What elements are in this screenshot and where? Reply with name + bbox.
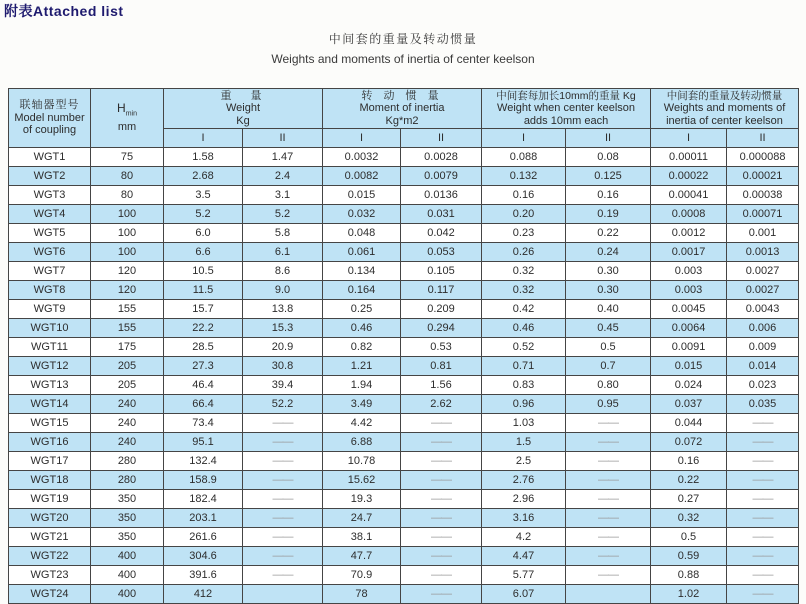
table-row [9,490,799,509]
table-row [9,395,799,414]
value-cell: —— [727,414,799,433]
value-cell: 0.53 [401,338,482,357]
value-cell: 0.59 [651,547,727,566]
model-cell: WGT18 [9,471,91,490]
title-en: Weights and moments of inertia of center keelson [271,52,535,66]
value-cell: 4.47 [482,547,566,566]
subcol-keelson-2: II [727,129,799,148]
value-cell: 0.46 [323,319,401,338]
value-cell: 73.4 [164,414,243,433]
table-row [9,319,799,338]
value-cell: 0.003 [651,281,727,300]
table-row [9,414,799,433]
value-cell: 0.0043 [727,300,799,319]
model-cell: WGT11 [9,338,91,357]
value-cell: 0.0082 [323,167,401,186]
value-cell: 0.088 [482,148,566,167]
value-cell: —— [566,414,651,433]
value-cell: 350 [91,509,164,528]
value-cell: 203.1 [164,509,243,528]
value-cell: 5.2 [243,205,323,224]
value-cell: 0.294 [401,319,482,338]
table-row [9,566,799,585]
value-cell: —— [566,566,651,585]
value-cell: 0.22 [651,471,727,490]
value-cell: 412 [164,585,243,604]
value-cell: 0.32 [482,262,566,281]
header-add10mm-group: 中间套每加长10mm的重量 Kg Weight when center keelson adds 10mm each [482,89,651,129]
header-model-en2: of coupling [22,124,77,137]
table-row [9,224,799,243]
value-cell: 0.105 [401,262,482,281]
value-cell: —— [243,566,323,585]
hmin-unit: mm [117,121,137,134]
value-cell: 0.96 [482,395,566,414]
value-cell: —— [243,547,323,566]
value-cell: —— [243,471,323,490]
table-row [9,205,799,224]
value-cell: 0.048 [323,224,401,243]
value-cell: 400 [91,547,164,566]
value-cell: —— [566,490,651,509]
table-row [9,376,799,395]
table-row [9,509,799,528]
value-cell: 1.47 [243,148,323,167]
model-cell: WGT2 [9,167,91,186]
value-cell: 0.52 [482,338,566,357]
value-cell: 80 [91,186,164,205]
model-cell: WGT7 [9,262,91,281]
value-cell: —— [243,528,323,547]
value-cell: 0.40 [566,300,651,319]
model-cell: WGT14 [9,395,91,414]
value-cell: 15.3 [243,319,323,338]
value-cell: —— [727,509,799,528]
value-cell: 2.68 [164,167,243,186]
value-cell: 0.23 [482,224,566,243]
model-cell: WGT15 [9,414,91,433]
value-cell: 2.96 [482,490,566,509]
value-cell: 30.8 [243,357,323,376]
table-row [9,528,799,547]
value-cell: —— [401,566,482,585]
value-cell: 0.16 [651,452,727,471]
header-keelson-group: 中间套的重量及转动惯量 Weights and moments of inertia of center keelson [651,89,799,129]
value-cell: 75 [91,148,164,167]
model-cell: WGT17 [9,452,91,471]
value-cell: 0.042 [401,224,482,243]
value-cell: 39.4 [243,376,323,395]
value-cell: 0.30 [566,281,651,300]
value-cell: 0.25 [323,300,401,319]
value-cell: 2.5 [482,452,566,471]
value-cell: 3.49 [323,395,401,414]
value-cell: —— [727,547,799,566]
value-cell: 0.00022 [651,167,727,186]
value-cell: 0.00021 [727,167,799,186]
table-row [9,167,799,186]
value-cell: 95.1 [164,433,243,452]
value-cell: 0.26 [482,243,566,262]
subcol-inertia-2: II [401,129,482,148]
table-row [9,585,799,604]
value-cell: 13.8 [243,300,323,319]
value-cell: 0.81 [401,357,482,376]
value-cell: 0.053 [401,243,482,262]
value-cell: 0.125 [566,167,651,186]
value-cell: 158.9 [164,471,243,490]
value-cell: 2.76 [482,471,566,490]
value-cell: 1.03 [482,414,566,433]
value-cell: 0.22 [566,224,651,243]
value-cell: 391.6 [164,566,243,585]
value-cell: 0.015 [651,357,727,376]
table-row [9,300,799,319]
value-cell: —— [243,509,323,528]
value-cell: 1.58 [164,148,243,167]
value-cell: 0.014 [727,357,799,376]
value-cell: 78 [323,585,401,604]
value-cell: 205 [91,376,164,395]
value-cell: 0.45 [566,319,651,338]
header-row-groups [9,89,799,129]
value-cell: 240 [91,433,164,452]
value-cell: 0.00071 [727,205,799,224]
value-cell: 132.4 [164,452,243,471]
value-cell: 0.209 [401,300,482,319]
model-cell: WGT22 [9,547,91,566]
value-cell: 46.4 [164,376,243,395]
value-cell: 0.88 [651,566,727,585]
value-cell [566,585,651,604]
value-cell: 0.0027 [727,262,799,281]
value-cell: —— [727,433,799,452]
value-cell: —— [727,585,799,604]
value-cell: —— [401,528,482,547]
value-cell: 0.006 [727,319,799,338]
table-titles [0,30,806,66]
value-cell: 2.4 [243,167,323,186]
value-cell: 3.5 [164,186,243,205]
value-cell: 0.035 [727,395,799,414]
value-cell: 5.2 [164,205,243,224]
value-cell: 0.0045 [651,300,727,319]
value-cell: —— [727,471,799,490]
value-cell: 0.20 [482,205,566,224]
table-row [9,338,799,357]
value-cell: 10.5 [164,262,243,281]
value-cell: 0.80 [566,376,651,395]
table-row [9,186,799,205]
value-cell: 24.7 [323,509,401,528]
value-cell: 0.24 [566,243,651,262]
value-cell: 47.7 [323,547,401,566]
value-cell: 15.7 [164,300,243,319]
value-cell: 70.9 [323,566,401,585]
value-cell: 0.0017 [651,243,727,262]
table-row [9,243,799,262]
value-cell: 0.83 [482,376,566,395]
model-cell: WGT3 [9,186,91,205]
value-cell: 400 [91,585,164,604]
subcol-add10mm-2: II [566,129,651,148]
subcol-weight-1: I [164,129,243,148]
value-cell: —— [401,509,482,528]
value-cell: —— [566,509,651,528]
model-cell: WGT23 [9,566,91,585]
table-row [9,452,799,471]
value-cell: 4.42 [323,414,401,433]
value-cell: 27.3 [164,357,243,376]
value-cell: 0.023 [727,376,799,395]
value-cell: 1.94 [323,376,401,395]
value-cell: 38.1 [323,528,401,547]
value-cell: 80 [91,167,164,186]
value-cell: 0.037 [651,395,727,414]
value-cell: 0.024 [651,376,727,395]
model-cell: WGT6 [9,243,91,262]
value-cell: 0.044 [651,414,727,433]
value-cell: 350 [91,528,164,547]
value-cell: 175 [91,338,164,357]
attached-list-title: 附表Attached list [4,3,124,19]
value-cell: 0.0027 [727,281,799,300]
value-cell: 0.30 [566,262,651,281]
header-hmin [91,89,164,148]
value-cell: 0.32 [651,509,727,528]
value-cell: 400 [91,566,164,585]
value-cell: 0.27 [651,490,727,509]
table-body [9,148,799,604]
value-cell: 0.5 [651,528,727,547]
value-cell: 0.117 [401,281,482,300]
value-cell: —— [243,414,323,433]
value-cell: 0.95 [566,395,651,414]
value-cell: 0.0032 [323,148,401,167]
value-cell: 66.4 [164,395,243,414]
value-cell: 0.001 [727,224,799,243]
value-cell: 11.5 [164,281,243,300]
value-cell: 1.56 [401,376,482,395]
value-cell: 3.16 [482,509,566,528]
value-cell: 0.072 [651,433,727,452]
value-cell: 120 [91,262,164,281]
value-cell: 0.015 [323,186,401,205]
model-cell: WGT20 [9,509,91,528]
subcol-weight-2: II [243,129,323,148]
value-cell: 0.009 [727,338,799,357]
value-cell: 0.00011 [651,148,727,167]
value-cell [243,585,323,604]
value-cell: 0.16 [566,186,651,205]
value-cell: —— [566,528,651,547]
value-cell: 28.5 [164,338,243,357]
value-cell: 240 [91,395,164,414]
value-cell: 0.0012 [651,224,727,243]
value-cell: 0.0008 [651,205,727,224]
value-cell: 6.1 [243,243,323,262]
model-cell: WGT13 [9,376,91,395]
value-cell: 0.032 [323,205,401,224]
value-cell: 6.0 [164,224,243,243]
table-row [9,262,799,281]
value-cell: 0.5 [566,338,651,357]
value-cell: 0.7 [566,357,651,376]
value-cell: 155 [91,319,164,338]
value-cell: 0.0028 [401,148,482,167]
value-cell: —— [566,471,651,490]
value-cell: 2.62 [401,395,482,414]
value-cell: 100 [91,224,164,243]
value-cell: 0.0064 [651,319,727,338]
value-cell: 1.02 [651,585,727,604]
header-weight-group: 重 量 Weight Kg [164,89,323,129]
value-cell: —— [401,547,482,566]
value-cell: 0.00038 [727,186,799,205]
value-cell: 0.82 [323,338,401,357]
model-cell: WGT16 [9,433,91,452]
value-cell: 155 [91,300,164,319]
value-cell: 0.08 [566,148,651,167]
value-cell: 0.0136 [401,186,482,205]
value-cell: 22.2 [164,319,243,338]
value-cell: —— [401,414,482,433]
value-cell: 0.71 [482,357,566,376]
table-row [9,547,799,566]
value-cell: —— [401,585,482,604]
table-row [9,148,799,167]
value-cell: —— [401,471,482,490]
model-cell: WGT10 [9,319,91,338]
model-cell: WGT4 [9,205,91,224]
value-cell: 1.21 [323,357,401,376]
model-cell: WGT1 [9,148,91,167]
value-cell: —— [243,433,323,452]
value-cell: 280 [91,452,164,471]
model-cell: WGT9 [9,300,91,319]
model-cell: WGT19 [9,490,91,509]
title-zh: 中间套的重量及转动惯量 [328,32,478,46]
keelson-table [8,88,799,604]
value-cell: —— [243,452,323,471]
value-cell: 10.78 [323,452,401,471]
table-row [9,281,799,300]
value-cell: 0.0079 [401,167,482,186]
subcol-add10mm-1: I [482,129,566,148]
header-inertia-group: 转 动 惯 量 Moment of inertia Kg*m2 [323,89,482,129]
subcol-inertia-1: I [323,129,401,148]
value-cell: 52.2 [243,395,323,414]
value-cell: —— [401,452,482,471]
table-row [9,357,799,376]
value-cell: 0.0091 [651,338,727,357]
value-cell: 280 [91,471,164,490]
value-cell: 5.77 [482,566,566,585]
value-cell: 0.164 [323,281,401,300]
value-cell: 0.0013 [727,243,799,262]
value-cell: 0.134 [323,262,401,281]
value-cell: 4.2 [482,528,566,547]
value-cell: 6.88 [323,433,401,452]
value-cell: 0.003 [651,262,727,281]
model-cell: WGT8 [9,281,91,300]
model-cell: WGT24 [9,585,91,604]
value-cell: 0.031 [401,205,482,224]
value-cell: —— [727,490,799,509]
value-cell: —— [401,490,482,509]
model-cell: WGT12 [9,357,91,376]
value-cell: 15.62 [323,471,401,490]
value-cell: 19.3 [323,490,401,509]
value-cell: —— [401,433,482,452]
value-cell: 0.46 [482,319,566,338]
value-cell: 3.1 [243,186,323,205]
value-cell: 240 [91,414,164,433]
table-row [9,471,799,490]
value-cell: 0.000088 [727,148,799,167]
value-cell: 304.6 [164,547,243,566]
value-cell: 350 [91,490,164,509]
table-row [9,433,799,452]
value-cell: 120 [91,281,164,300]
value-cell: 100 [91,243,164,262]
value-cell: 0.42 [482,300,566,319]
header-model-zh: 联轴器型号 [19,99,80,112]
value-cell: —— [566,433,651,452]
value-cell: 100 [91,205,164,224]
value-cell: 182.4 [164,490,243,509]
value-cell: 205 [91,357,164,376]
subcol-keelson-1: I [651,129,727,148]
value-cell: 9.0 [243,281,323,300]
value-cell: 1.5 [482,433,566,452]
model-cell: WGT21 [9,528,91,547]
value-cell: —— [243,490,323,509]
value-cell: —— [727,566,799,585]
header-model-en1: Model number [14,111,85,124]
header-model [9,89,91,148]
value-cell: 0.00041 [651,186,727,205]
model-cell: WGT5 [9,224,91,243]
value-cell: 0.16 [482,186,566,205]
value-cell: 0.19 [566,205,651,224]
value-cell: 5.8 [243,224,323,243]
value-cell: 0.132 [482,167,566,186]
value-cell: 0.32 [482,281,566,300]
value-cell: 261.6 [164,528,243,547]
value-cell: —— [727,452,799,471]
value-cell: —— [566,547,651,566]
value-cell: 8.6 [243,262,323,281]
hmin-symbol: $H_{min}$ [117,101,137,118]
value-cell: 6.6 [164,243,243,262]
value-cell: 6.07 [482,585,566,604]
value-cell: 0.061 [323,243,401,262]
value-cell: —— [727,528,799,547]
value-cell: —— [566,452,651,471]
value-cell: 20.9 [243,338,323,357]
